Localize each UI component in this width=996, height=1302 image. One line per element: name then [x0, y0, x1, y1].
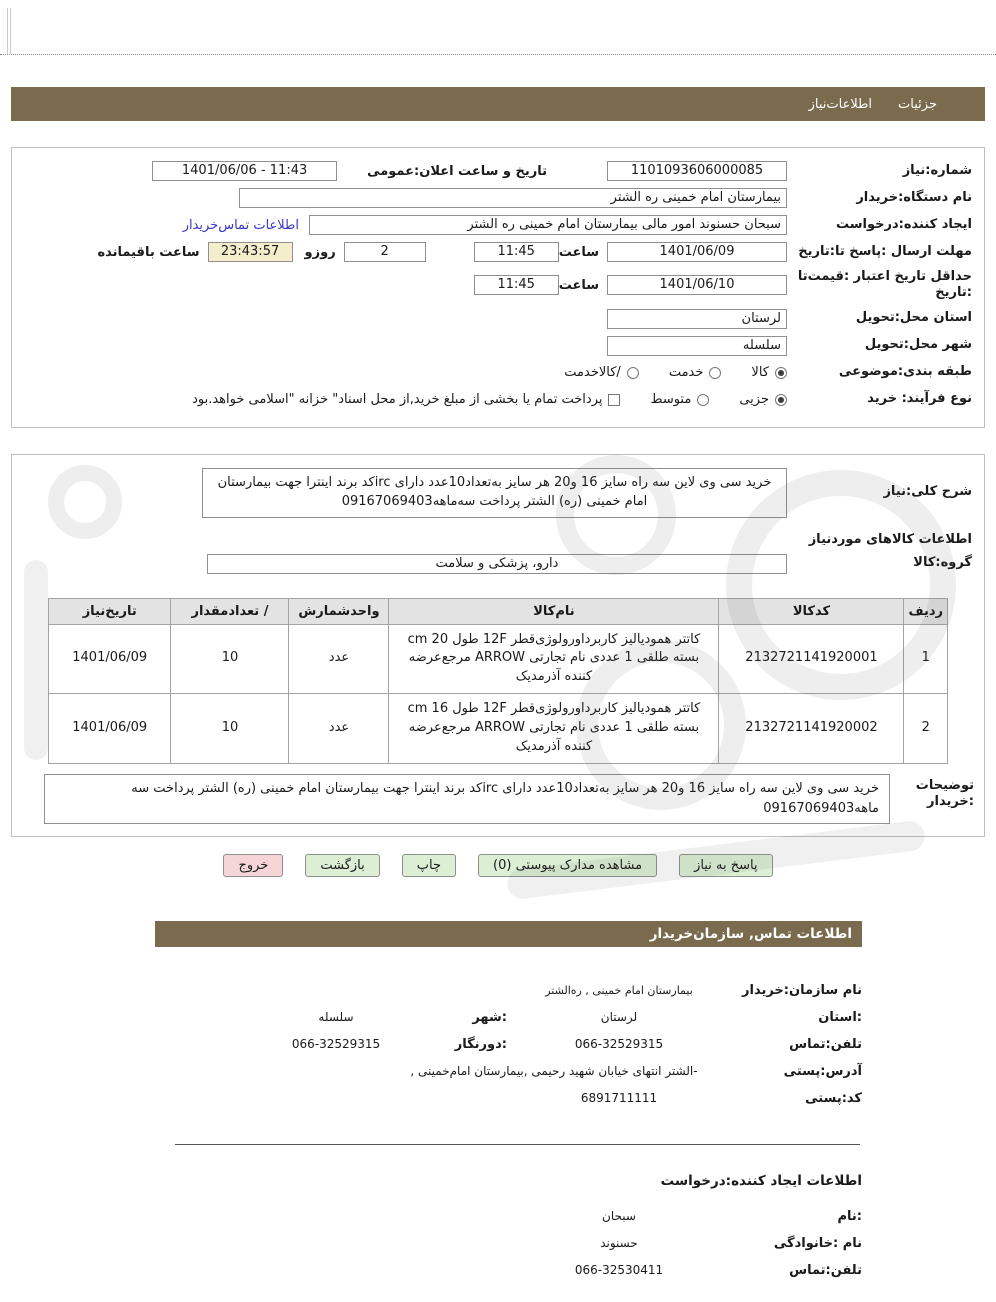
- request-creator-row: [24, 215, 972, 235]
- radio-goods-service-label: /کالاخدمت: [564, 365, 621, 380]
- cell-item-code: 2132721141920002: [719, 694, 904, 764]
- need-summary-text: خرید سی وی لاین سه راه سایز 16 و20 هر سایز به‌تعداد10عدد دارای ircکد برند اینترا جهت بیمارستان امام خمینی (ره) الشتر پرداخت سه‌ماهه09167069403: [202, 468, 787, 518]
- validity-date-input[interactable]: 1401/06/10: [607, 275, 787, 295]
- exit-button[interactable]: خروج: [223, 854, 283, 877]
- days-label: روزو: [304, 244, 336, 260]
- creator-last-name-value: حسنوند: [600, 1236, 638, 1251]
- col-row-index: ردیف: [904, 598, 948, 624]
- request-creator-label: ایجاد کننده:درخواست: [835, 216, 972, 232]
- need-summary-label: شرح کلی:نیاز: [883, 484, 972, 500]
- col-item-code: کدکالا: [719, 598, 904, 624]
- page-top-divider: [0, 0, 996, 55]
- treasury-checkbox-icon[interactable]: [608, 394, 620, 406]
- contact-phone-label: تلفن:تماس: [789, 1036, 862, 1052]
- contact-org-value: بیمارستان امام خمینی , ره‌الشتر: [545, 983, 693, 997]
- creator-phone-value: 066-32530411: [574, 1263, 664, 1278]
- contact-city-value: سلسله: [318, 1010, 354, 1025]
- contact-phone-fax-row: [0, 1031, 862, 1058]
- cell-quantity: 10: [171, 624, 289, 694]
- tab-need-info[interactable]: اطلاعات‌نیاز: [808, 96, 873, 112]
- creator-phone-row: [0, 1257, 862, 1284]
- contact-fax-value: 066-32529315: [291, 1037, 381, 1052]
- cell-row-index: 2: [904, 694, 948, 764]
- deadline-time-input[interactable]: 11:45: [474, 242, 559, 262]
- creator-last-name-label: نام :خانوادگی: [773, 1235, 862, 1251]
- cell-quantity: 10: [171, 694, 289, 764]
- radio-option-goods[interactable]: [751, 365, 787, 380]
- announce-label: تاریخ و ساعت اعلان:عمومی: [367, 163, 547, 179]
- col-quantity: / تعدادمقدار: [171, 598, 289, 624]
- need-header-panel: [11, 147, 985, 428]
- cell-item-code: 2132721141920001: [719, 624, 904, 694]
- remaining-days-input[interactable]: 2: [344, 242, 426, 262]
- remaining-hours-label: ساعت باقیمانده: [97, 244, 200, 260]
- items-heading: اطلاعات کالاهای موردنیاز: [808, 531, 972, 547]
- delivery-province-row: [24, 309, 972, 329]
- radio-option-petty[interactable]: [739, 392, 787, 407]
- tab-details[interactable]: جزئیات: [898, 96, 937, 112]
- validity-hour-label: ساعت: [558, 277, 599, 293]
- contact-fax-label: :دورنگار: [454, 1036, 507, 1052]
- delivery-city-row: [24, 336, 972, 356]
- contact-address-row: [0, 1058, 862, 1085]
- radio-goods-service-icon[interactable]: [627, 367, 639, 379]
- table-row: [49, 624, 948, 694]
- deadline-date-input[interactable]: 1401/06/09: [607, 242, 787, 262]
- contact-province-city-row: [0, 1004, 862, 1031]
- action-buttons: [0, 854, 996, 877]
- creator-phone-label: تلفن:تماس: [789, 1262, 862, 1278]
- response-deadline-label: مهلت ارسال :پاسخ تا:تاریخ: [798, 243, 972, 259]
- goods-group-input[interactable]: دارو، پزشکی و سلامت: [207, 554, 787, 574]
- delivery-province-input[interactable]: لرستان: [607, 309, 787, 329]
- need-number-input[interactable]: 1101093606000085: [607, 161, 787, 181]
- process-type-label: نوع فرآیند: خرید: [867, 391, 972, 407]
- radio-option-goods-service[interactable]: [564, 365, 639, 380]
- subject-category-label: طبقه بندی:موضوعی: [838, 364, 972, 380]
- contact-postal-row: [0, 1085, 862, 1112]
- respond-button[interactable]: پاسخ به نیاز: [679, 854, 773, 877]
- radio-goods-label: کالا: [751, 365, 769, 380]
- delivery-province-label: استان محل:تحویل: [855, 310, 972, 326]
- buyer-notes-label: توضیحات :خریدار: [915, 777, 974, 810]
- radio-service-label: خدمت: [668, 365, 704, 380]
- contact-city-label: :شهر: [472, 1009, 507, 1025]
- deadline-hour-label: ساعت: [558, 244, 599, 260]
- process-type-row: [24, 390, 972, 410]
- radio-service-icon[interactable]: [709, 367, 721, 379]
- radio-medium-icon[interactable]: [697, 394, 709, 406]
- need-items-panel: [11, 454, 985, 837]
- buyer-notes-text: خرید سی وی لاین سه راه سایز 16 و20 هر سایز به‌تعداد10عدد دارای ircکد برند اینترا جهت بیمارستان امام خمینی (ره) الشتر پرداخت سه ماهه09167069403: [44, 774, 890, 824]
- section-divider: [175, 1144, 860, 1145]
- subject-category-row: [24, 363, 972, 383]
- delivery-city-input[interactable]: سلسله: [607, 336, 787, 356]
- goods-table-header-row: [49, 598, 948, 624]
- table-row: [49, 694, 948, 764]
- radio-petty-label: جزیی: [739, 392, 769, 407]
- response-deadline-row: [24, 242, 972, 262]
- need-number-row: [24, 161, 972, 181]
- cell-need-date: 1401/06/09: [49, 694, 171, 764]
- goods-group-row: [24, 554, 972, 574]
- delivery-city-label: شهر محل:تحویل: [864, 337, 972, 353]
- countdown-timer: 23:43:57: [208, 242, 293, 262]
- need-summary-row: [24, 468, 972, 518]
- radio-goods-icon[interactable]: [775, 367, 787, 379]
- creator-first-name-value: سبحان: [602, 1209, 636, 1224]
- cell-row-index: 1: [904, 624, 948, 694]
- creator-last-name-row: [0, 1230, 862, 1257]
- announce-datetime-input[interactable]: 1401/06/06 - 11:43: [152, 161, 337, 181]
- contact-address-value: -الشتر انتهای خیابان شهید رحیمی ,بیمارستان امام‌خمینی ,: [410, 1064, 698, 1079]
- contact-org-label: نام سازمان:خریدار: [742, 982, 862, 998]
- treasury-checkbox-option[interactable]: [192, 392, 620, 407]
- creator-first-name-label: :نام: [837, 1208, 862, 1224]
- buyer-contact-link[interactable]: اطلاعات تماس‌خریدار: [182, 217, 299, 233]
- buyer-notes-row: [22, 774, 974, 824]
- contact-org-row: [0, 977, 862, 1004]
- cell-item-name: کاتتر همودیالیز کاربرداورولوژی‌قطر 12F طول 20 cm بسته طلقی 1 عددی نام تجارتی ARROW مرجع‌عرضه کننده آذرمدیک: [389, 624, 719, 694]
- price-validity-row: [24, 269, 972, 302]
- creator-section-header: اطلاعات ایجاد کننده:درخواست: [660, 1172, 862, 1189]
- radio-petty-icon[interactable]: [775, 394, 787, 406]
- attachments-button[interactable]: مشاهده مدارک پیوستی (0): [478, 854, 657, 877]
- col-item-name: نام‌کالا: [389, 598, 719, 624]
- need-number-label: شماره:نیاز: [902, 162, 972, 178]
- goods-group-label: گروه:کالا: [913, 555, 972, 571]
- tab-bar: [11, 87, 985, 121]
- cell-unit: عدد: [289, 694, 389, 764]
- radio-medium-label: متوسط: [650, 392, 692, 407]
- treasury-note-label: پرداخت تمام یا بخشی از مبلغ خرید,از محل اسناد" خزانه "اسلامی خواهد.بود: [192, 392, 603, 407]
- goods-table: [48, 598, 948, 764]
- contact-postal-value: 6891711111: [580, 1091, 658, 1106]
- contact-postal-label: کد:پستی: [805, 1090, 862, 1106]
- cell-need-date: 1401/06/09: [49, 624, 171, 694]
- cell-unit: عدد: [289, 624, 389, 694]
- contact-province-label: :استان: [818, 1009, 862, 1025]
- creator-first-name-row: [0, 1203, 862, 1230]
- cell-item-name: کاتتر همودیالیز کاربرداورولوژی‌قطر 12F طول 16 cm بسته طلقی 1 عددی نام تجارتی ARROW مرجع‌عرضه کننده آذرمدیک: [389, 694, 719, 764]
- validity-time-input[interactable]: 11:45: [474, 275, 559, 295]
- col-need-date: تاریخ‌نیاز: [49, 598, 171, 624]
- radio-option-service[interactable]: [669, 365, 722, 380]
- contact-section-header: اطلاعات تماس, سازمان‌خریدار: [155, 921, 862, 947]
- col-unit: واحدشمارش: [289, 598, 389, 624]
- buyer-org-row: [24, 188, 972, 208]
- request-creator-input[interactable]: سبحان حسنوند امور مالی بیمارستان امام خمینی ره الشتر: [309, 215, 787, 235]
- price-validity-label: حداقل تاریخ اعتبار :قیمت‌تا :تاریخ: [797, 269, 972, 301]
- page-edge-mark: [7, 8, 11, 54]
- contact-province-value: لرستان: [600, 1010, 638, 1025]
- print-button[interactable]: چاپ: [402, 854, 456, 877]
- radio-option-medium[interactable]: [650, 392, 709, 407]
- buyer-org-input[interactable]: بیمارستان امام خمینی ره الشتر: [239, 188, 787, 208]
- contact-phone-value: 066-32529315: [574, 1037, 664, 1052]
- contact-address-label: آدرس:پستی: [783, 1063, 862, 1079]
- back-button[interactable]: بازگشت: [305, 854, 379, 877]
- buyer-org-label: نام دستگاه:خریدار: [856, 189, 972, 205]
